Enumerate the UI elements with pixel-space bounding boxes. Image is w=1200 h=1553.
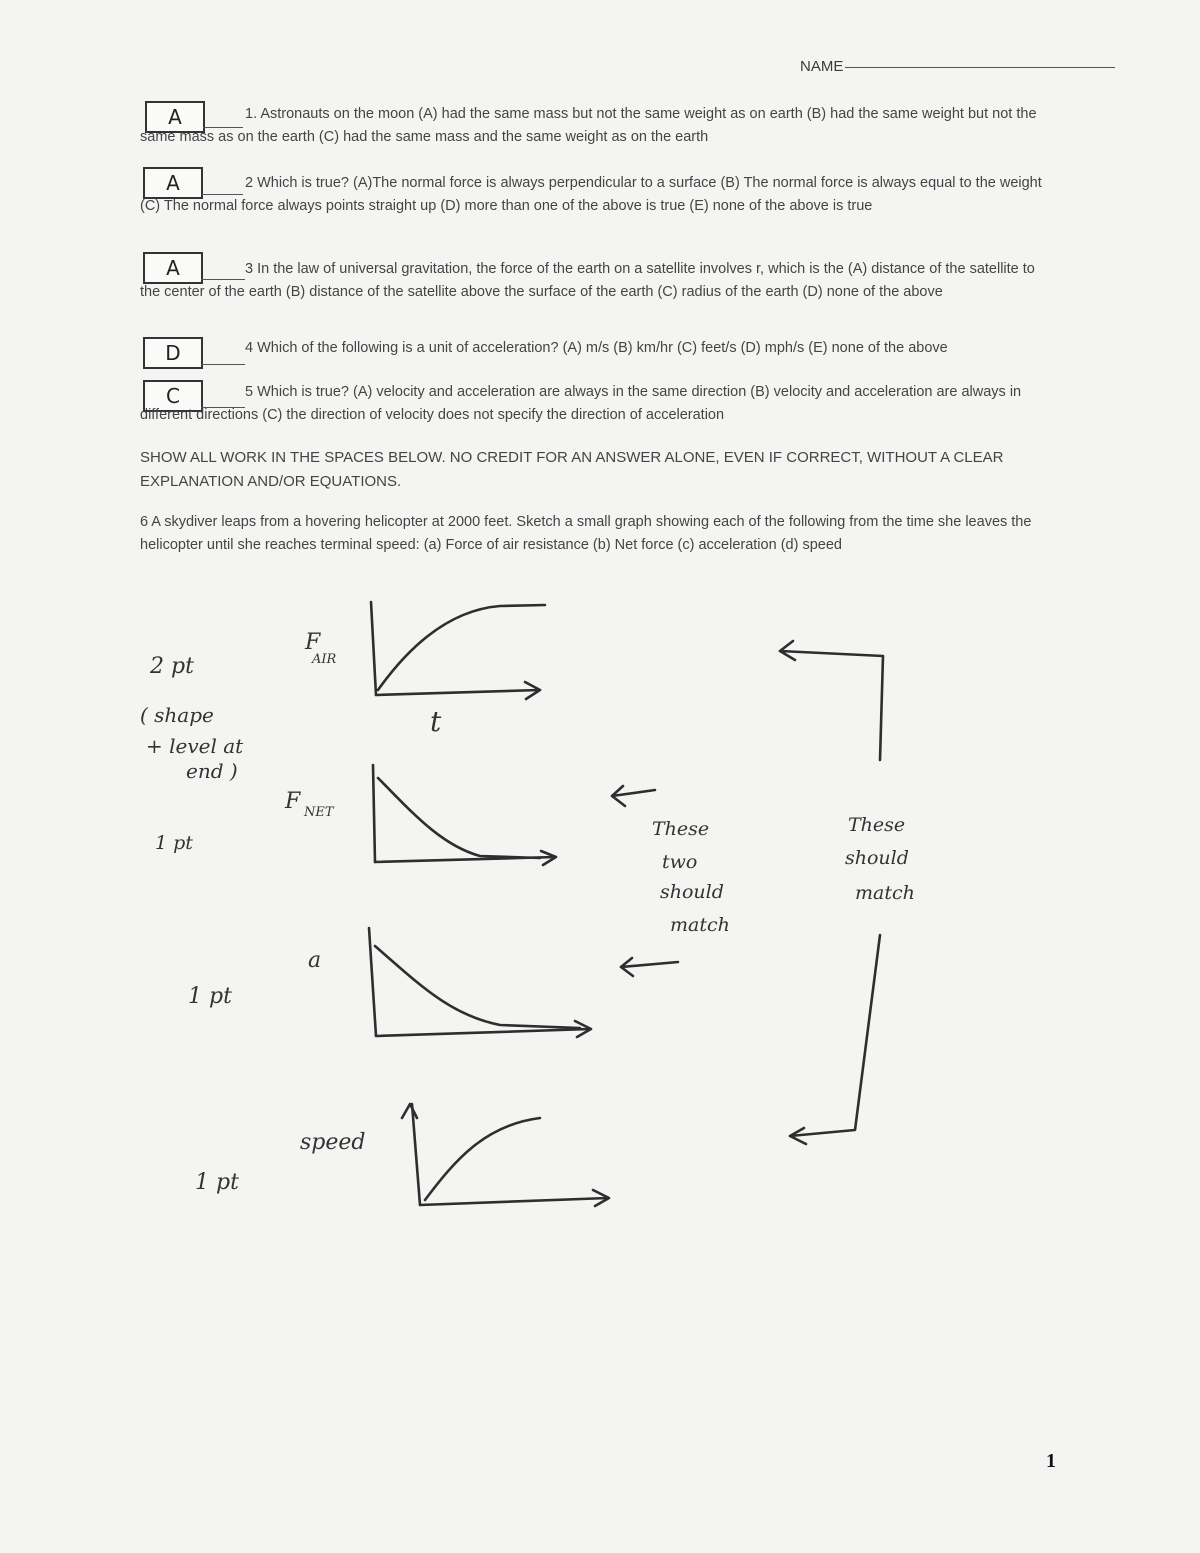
graph-1-x-axis [376, 690, 540, 695]
points-graph-4: 1 pt [195, 1170, 239, 1195]
label-f-air-subscript: AIR [312, 652, 337, 667]
answer-box-q4: D [143, 337, 203, 369]
graph-1-y-axis [371, 602, 376, 695]
points-graph-3: 1 pt [188, 984, 232, 1009]
points-graph-2: 1 pt [155, 832, 193, 854]
label-f-air: F [305, 630, 321, 655]
graph-4-curve [425, 1118, 540, 1200]
points-note-line-2: + level at [146, 734, 244, 758]
answer-box-q5: C [143, 380, 203, 412]
note-left-line-1: These [652, 818, 710, 840]
graph-4-y-arrowhead [402, 1104, 417, 1118]
graph-2-y-axis [373, 765, 375, 862]
graph-3-curve [375, 946, 580, 1028]
question-6: 6 A skydiver leaps from a hovering helicopter at 2000 feet. Sketch a small graph showing each of the following from the time she leaves the helicopter until she reaches terminal speed: (a) Force of air resistance (b) Net force (c) acceleration (d) speed [140, 514, 1032, 553]
question-4: 4 Which of the following is a unit of acceleration? (A) m/s (B) km/hr (C) feet/s (D) mph/s (E) none of the above [245, 340, 948, 356]
graph-force-air [371, 602, 545, 699]
graph-4-y-axis [412, 1104, 420, 1205]
label-speed: speed [300, 1130, 366, 1155]
question-5: 5 Which is true? (A) velocity and acceleration are always in the same direction (B) velocity and acceleration are always in different directions (C) the direction of velocity does not specify the direction of acceleration [140, 384, 1022, 423]
question-2: 2 Which is true? (A)The normal force is always perpendicular to a surface (B) The normal force is always equal to the weight (C) The normal force always points straight up (D) more than one of the above is true (E) none of the above is true [140, 175, 1042, 214]
graph-1-curve [378, 605, 545, 690]
answer-box-q1: A [145, 101, 205, 133]
graph-3-y-axis [369, 928, 376, 1036]
note-left-line-2: two [662, 851, 698, 873]
graph-2-curve [378, 778, 540, 858]
graph-4-x-axis [420, 1198, 608, 1205]
question-1: 1. Astronauts on the moon (A) had the same mass but not the same weight as on earth (B) had the same weight but not the same mass as on the earth (C) had the same mass and the same weight as on the earth [140, 106, 1037, 145]
label-t-axis: t [430, 705, 442, 738]
points-note-line-3: end ) [186, 759, 238, 783]
note-right-line-2: should [845, 847, 909, 869]
left-arrow-accel [621, 962, 678, 967]
label-acceleration: a [308, 948, 322, 973]
answer-box-q2: A [143, 167, 203, 199]
points-note-line-1: ( shape [140, 703, 214, 727]
graph-force-net [373, 765, 556, 865]
right-bracket-bottom [790, 935, 880, 1136]
label-f-net-subscript: NET [304, 805, 334, 820]
question-3: 3 In the law of universal gravitation, the force of the earth on a satellite involves r, which is the (A) distance of the satellite to the center of the earth (B) distance of the satellite above the surface of the earth (C) radius of the earth (D) none of the above [140, 261, 1035, 300]
note-right-line-1: These [848, 814, 906, 836]
answer-box-q3: A [143, 252, 203, 284]
points-graph-1: 2 pt [150, 654, 194, 679]
label-f-net: F [285, 789, 301, 814]
name-label: NAME [800, 58, 844, 75]
note-left-line-3: should [660, 881, 724, 903]
instructions: SHOW ALL WORK IN THE SPACES BELOW. NO CREDIT FOR AN ANSWER ALONE, EVEN IF CORRECT, WITHOUT A CLEAR EXPLANATION AND/OR EQUATIONS. [140, 449, 1004, 490]
graph-acceleration [369, 928, 591, 1037]
graph-3-x-axis [376, 1029, 590, 1036]
page-number: 1 [1046, 1450, 1056, 1472]
note-right-line-3: match [855, 882, 915, 904]
right-bracket-top [780, 651, 883, 760]
graph-speed [402, 1104, 609, 1206]
note-left-line-4: match [670, 914, 730, 936]
